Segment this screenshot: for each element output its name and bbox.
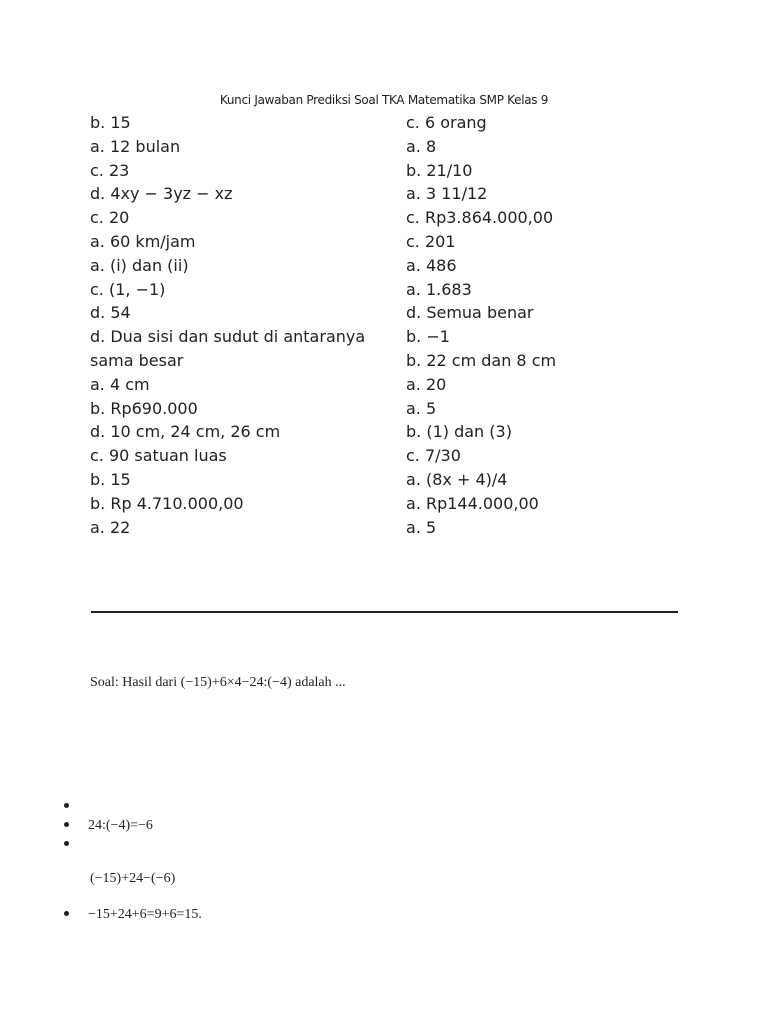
step-text: 24:(−4)=−6 bbox=[88, 818, 153, 833]
answer-item: a. Rp144.000,00 bbox=[406, 493, 539, 513]
document-header: Kunci Jawaban Prediksi Soal TKA Matematika SMP Kelas 9 bbox=[219, 93, 549, 107]
answer-item: c. 20 bbox=[90, 208, 130, 228]
solution-step bbox=[64, 798, 88, 816]
answer-item: b. (1) dan (3) bbox=[406, 422, 512, 442]
answer-item: d. 4xy − 3yz − xz bbox=[90, 184, 233, 204]
solution-step bbox=[64, 817, 153, 835]
answer-item: a. 22 bbox=[90, 517, 131, 537]
bullet-icon bbox=[64, 822, 69, 827]
bullet-icon bbox=[64, 841, 69, 846]
answer-item: sama besar bbox=[90, 350, 184, 370]
answer-item: a. 3 11/12 bbox=[406, 184, 488, 204]
answer-column-left bbox=[90, 111, 390, 539]
step-text: −15+24+6=9+6=15. bbox=[88, 907, 202, 922]
answer-item: b. 15 bbox=[90, 113, 131, 132]
answer-item: d. 10 cm, 24 cm, 26 cm bbox=[90, 422, 281, 442]
answer-item: a. 5 bbox=[406, 517, 437, 537]
answer-item: c. 90 satuan luas bbox=[90, 446, 227, 466]
answer-item: a. 1.683 bbox=[406, 279, 472, 299]
answer-item: b. 22 cm dan 8 cm bbox=[406, 350, 557, 370]
answer-item: a. 4 cm bbox=[90, 374, 150, 394]
answer-item: c. 7/30 bbox=[406, 446, 461, 466]
solution-step bbox=[64, 906, 202, 924]
answer-item: c. 201 bbox=[406, 231, 456, 251]
answer-item: c. 23 bbox=[90, 160, 130, 180]
step-text: (−15)+24−(−6) bbox=[90, 871, 176, 886]
solution-step bbox=[64, 836, 88, 854]
answer-item: c. 6 orang bbox=[406, 113, 487, 132]
answer-item: a. 8 bbox=[406, 136, 437, 156]
answer-column-right bbox=[406, 111, 706, 539]
answer-item: a. 12 bulan bbox=[90, 136, 181, 156]
answer-item: b. 15 bbox=[90, 469, 131, 489]
answer-item: c. Rp3.864.000,00 bbox=[406, 208, 554, 228]
answer-item: b. Rp690.000 bbox=[90, 398, 198, 418]
answer-item: b. 21/10 bbox=[406, 160, 473, 180]
answer-item: b. −1 bbox=[406, 327, 450, 347]
answer-item: a. 486 bbox=[406, 255, 457, 275]
answer-item: a. (i) dan (ii) bbox=[90, 255, 189, 275]
answer-item: a. (8x + 4)/4 bbox=[406, 469, 508, 489]
answer-item: a. 5 bbox=[406, 398, 437, 418]
answer-item: b. Rp 4.710.000,00 bbox=[90, 493, 244, 513]
answer-item: a. 20 bbox=[406, 374, 447, 394]
bullet-icon bbox=[64, 803, 69, 808]
answer-item: d. 54 bbox=[90, 303, 131, 323]
answer-item: d. Dua sisi dan sudut di antaranya bbox=[90, 327, 366, 347]
answer-item: d. Semua benar bbox=[406, 303, 534, 323]
question-text: Soal: Hasil dari (−15)+6×4−24:(−4) adalah ... bbox=[90, 675, 346, 690]
bullet-icon bbox=[64, 911, 69, 916]
horizontal-divider bbox=[91, 611, 678, 613]
answer-item: c. (1, −1) bbox=[90, 279, 166, 299]
answer-item: a. 60 km/jam bbox=[90, 231, 196, 251]
